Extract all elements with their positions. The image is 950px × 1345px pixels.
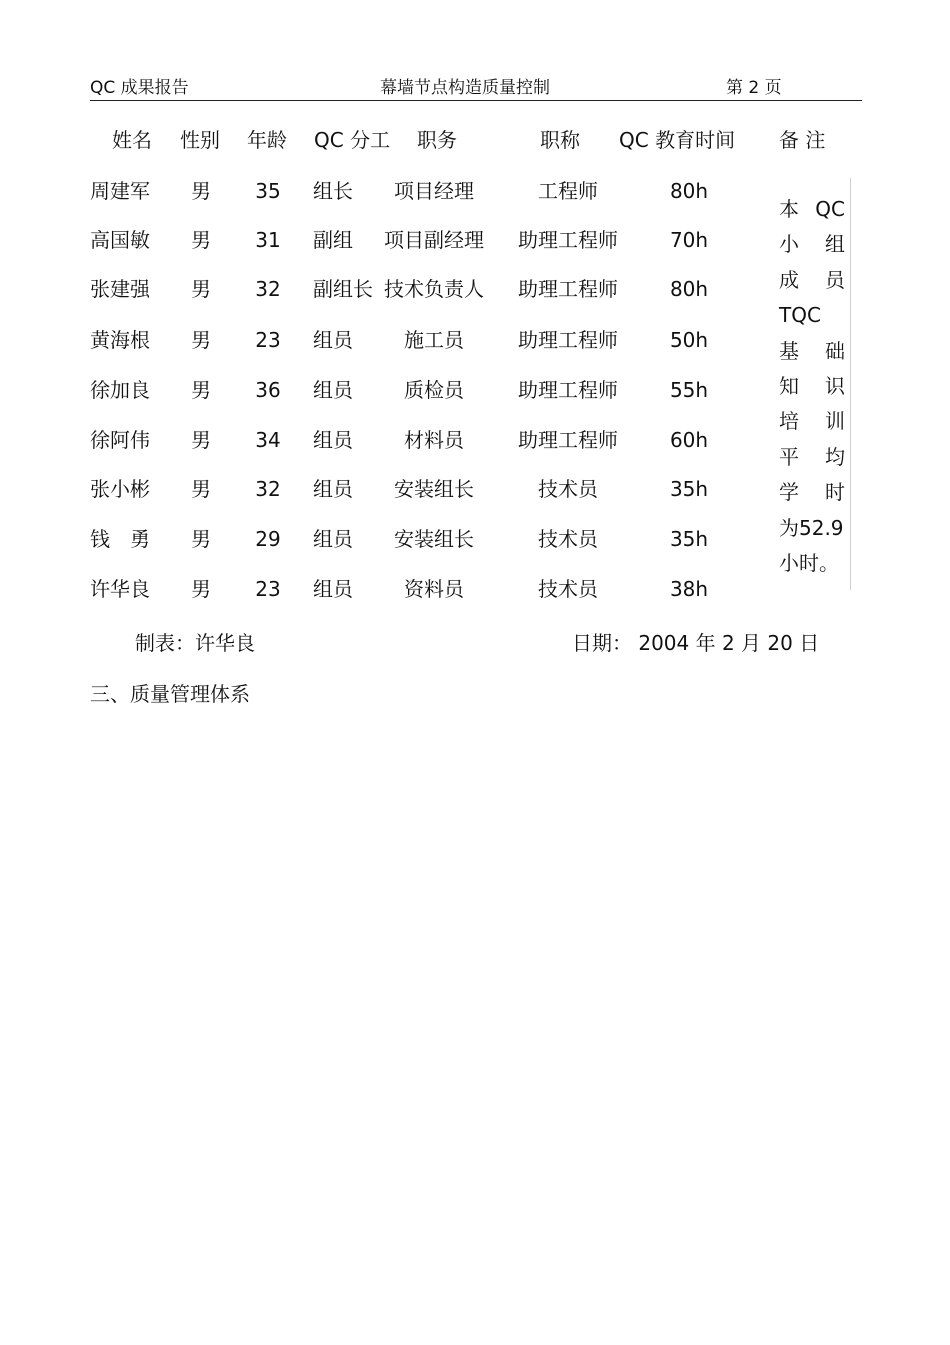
- section-heading: 三、质量管理体系: [90, 682, 250, 706]
- remark-text: 培: [779, 409, 799, 434]
- remark-text: 本: [779, 197, 799, 221]
- cell-gender: 男: [191, 328, 211, 352]
- cell-gender: 男: [191, 477, 211, 501]
- remark-text: 训: [825, 409, 845, 434]
- cell-gender: 男: [191, 378, 211, 402]
- remark-text: 学: [779, 480, 799, 505]
- cell-name: 徐阿伟: [90, 428, 150, 452]
- remark-text: 识: [825, 374, 845, 399]
- cell-position: 安装组长: [394, 527, 474, 551]
- cell-title: 助理工程师: [518, 328, 618, 352]
- remark-line: [779, 227, 845, 262]
- cell-age: 29: [255, 527, 281, 551]
- remark-text: TQC: [779, 303, 821, 328]
- column-header-title: 职称: [540, 128, 580, 152]
- cell-gender: 男: [191, 527, 211, 551]
- cell-position: 质检员: [404, 378, 464, 402]
- remark-text: 员: [825, 267, 845, 292]
- remark-text: 小时。: [779, 551, 839, 576]
- remark-text: 小: [779, 232, 799, 257]
- remark-line: [779, 475, 845, 510]
- cell-qc-role: 组员: [313, 527, 353, 551]
- cell-age: 23: [255, 577, 281, 601]
- cell-age: 32: [255, 277, 281, 301]
- cell-title: 助理工程师: [518, 378, 618, 402]
- cell-title: 助理工程师: [518, 428, 618, 452]
- cell-name: 张建强: [90, 277, 150, 301]
- cell-training-hours: 80h: [669, 179, 709, 203]
- remarks-cell: [779, 192, 845, 581]
- remark-line: [779, 546, 845, 581]
- cell-qc-role: 副组长: [313, 277, 373, 301]
- cell-qc-role: 组长: [313, 179, 353, 203]
- remark-text: 平: [779, 444, 799, 469]
- remark-line: [779, 511, 845, 546]
- cell-training-hours: 35h: [669, 527, 709, 551]
- cell-name: 徐加良: [90, 378, 150, 402]
- cell-age: 34: [255, 428, 281, 452]
- cell-title: 助理工程师: [518, 228, 618, 252]
- remark-text: 为52.9: [779, 515, 844, 540]
- cell-position: 项目经理: [394, 179, 474, 203]
- cell-age: 23: [255, 328, 281, 352]
- column-header-position: 职务: [417, 128, 457, 152]
- cell-age: 31: [255, 228, 281, 252]
- cell-name: 黄海根: [90, 328, 150, 352]
- remark-text: 均: [825, 444, 845, 469]
- remark-line: [779, 298, 845, 333]
- cell-qc-role: 组员: [313, 428, 353, 452]
- cell-position: 资料员: [404, 577, 464, 601]
- remark-line: [779, 192, 845, 227]
- cell-gender: 男: [191, 228, 211, 252]
- cell-name: 周建军: [90, 179, 150, 203]
- cell-age: 32: [255, 477, 281, 501]
- cell-position: 技术负责人: [384, 277, 484, 301]
- cell-position: 项目副经理: [384, 228, 484, 252]
- remark-text: 础: [825, 338, 845, 363]
- cell-gender: 男: [191, 577, 211, 601]
- remark-text: QC: [815, 197, 845, 221]
- remark-text: 基: [779, 338, 799, 363]
- remark-text: 时: [825, 480, 845, 505]
- cell-age: 35: [255, 179, 281, 203]
- cell-title: 工程师: [538, 179, 598, 203]
- remark-line: [779, 263, 845, 298]
- cell-name: 张小彬: [90, 477, 150, 501]
- cell-position: 施工员: [404, 328, 464, 352]
- cell-training-hours: 55h: [669, 378, 709, 402]
- remark-text: 成: [779, 267, 799, 292]
- table-maker: 制表：许华良: [135, 631, 255, 655]
- column-header-gender: 性别: [180, 128, 220, 152]
- cell-gender: 男: [191, 277, 211, 301]
- cell-title: 技术员: [538, 527, 598, 551]
- remark-line: [779, 369, 845, 404]
- remark-line: [779, 404, 845, 439]
- header-document-title: 幕墙节点构造质量控制: [380, 78, 550, 98]
- cell-training-hours: 80h: [669, 277, 709, 301]
- cell-title: 助理工程师: [518, 277, 618, 301]
- cell-gender: 男: [191, 428, 211, 452]
- cell-title: 技术员: [538, 577, 598, 601]
- cell-name: 许华良: [90, 577, 150, 601]
- cell-training-hours: 60h: [669, 428, 709, 452]
- cell-age: 36: [255, 378, 281, 402]
- page-header: [90, 70, 862, 101]
- cell-training-hours: 38h: [669, 577, 709, 601]
- cell-qc-role: 副组: [313, 228, 353, 252]
- cell-training-hours: 35h: [669, 477, 709, 501]
- cell-qc-role: 组员: [313, 577, 353, 601]
- remark-text: 组: [825, 232, 845, 257]
- column-header-age: 年龄: [247, 128, 287, 152]
- cell-qc-role: 组员: [313, 378, 353, 402]
- remark-column-divider: [850, 178, 851, 590]
- cell-title: 技术员: [538, 477, 598, 501]
- cell-training-hours: 70h: [669, 228, 709, 252]
- remark-line: [779, 334, 845, 369]
- remark-text: 知: [779, 374, 799, 399]
- cell-name: 钱 勇: [90, 527, 150, 551]
- cell-training-hours: 50h: [669, 328, 709, 352]
- column-header-training-hours: QC 教育时间: [619, 128, 736, 152]
- cell-position: 安装组长: [394, 477, 474, 501]
- header-report-title: QC 成果报告: [90, 78, 189, 98]
- column-header-name: 姓名: [112, 128, 152, 152]
- column-header-qc-role: QC 分工: [314, 128, 391, 152]
- cell-qc-role: 组员: [313, 328, 353, 352]
- cell-gender: 男: [191, 179, 211, 203]
- cell-name: 高国敏: [90, 228, 150, 252]
- cell-position: 材料员: [404, 428, 464, 452]
- column-header-remarks: 备 注: [779, 128, 826, 152]
- remark-line: [779, 440, 845, 475]
- table-date: 日期： 2004 年 2 月 20 日: [572, 631, 820, 655]
- cell-qc-role: 组员: [313, 477, 353, 501]
- header-page-number: 第 2 页: [726, 78, 782, 98]
